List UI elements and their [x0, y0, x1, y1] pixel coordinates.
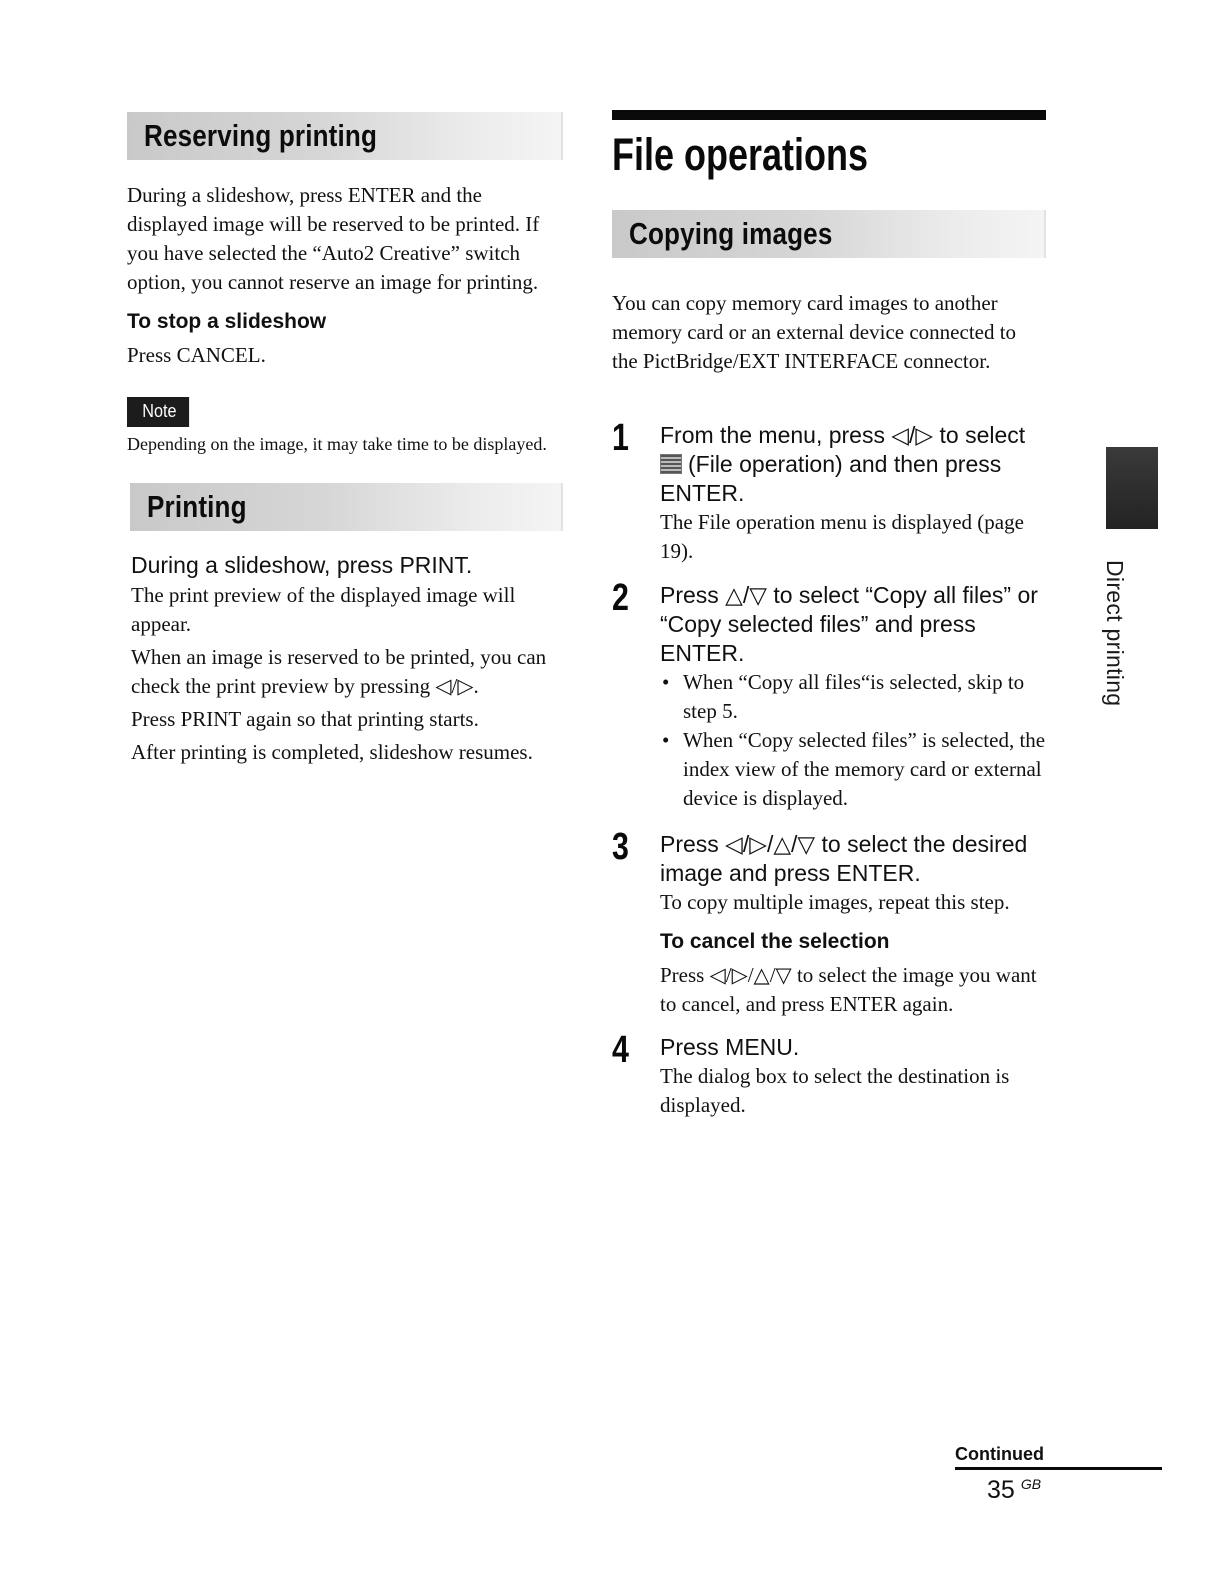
step-1 [612, 417, 1046, 566]
continued-rule [955, 1467, 1162, 1470]
step-1-title [660, 421, 1046, 508]
printing-paragraph-3: Press PRINT again so that printing starts. [131, 707, 479, 731]
reserving-printing-title: Reserving printing [144, 118, 378, 153]
step-4-title: Press MENU. [660, 1034, 800, 1060]
step-2-bullets [660, 668, 1046, 813]
step-2-number: 2 [612, 577, 629, 619]
step-1-title-part1: From the menu, press ◁/▷ to select [660, 422, 1026, 448]
copying-images-header [612, 210, 1046, 258]
note-text: Depending on the image, it may take time to be displayed. [127, 434, 547, 454]
stop-slideshow-text: Press CANCEL. [127, 343, 266, 367]
step-1-number: 1 [612, 417, 629, 459]
right-column [612, 110, 1046, 1120]
stop-slideshow-heading: To stop a slideshow [127, 310, 327, 333]
continued-label: Continued [955, 1444, 1044, 1464]
step-4-desc: The dialog box to select the destination is displayed. [660, 1064, 1010, 1117]
step-3 [612, 826, 1046, 1019]
step-2-title: Press △/▽ to select “Copy all files” or “Copy selected files” and press ENTER. [660, 582, 1038, 666]
note-badge: Note [127, 397, 189, 427]
copying-images-title: Copying images [629, 216, 833, 251]
printing-paragraph-2: When an image is reserved to be printed, you can check the print preview by pressing ◁/▷. [131, 645, 547, 698]
step-3-title: Press ◁/▷/△/▽ to select the desired image and press ENTER. [660, 831, 1028, 886]
step-3-desc: To copy multiple images, repeat this step. [660, 890, 1010, 914]
step-2-bullet-1: • When “Copy all files“is selected, skip to step 5. [660, 668, 1046, 726]
page-number [987, 1476, 1041, 1505]
printing-header [130, 483, 563, 531]
title-rule [612, 110, 1046, 120]
copying-intro: You can copy memory card images to another memory card or an external device connected to the PictBridge/EXT INTERFACE connector. [612, 291, 1017, 373]
printing-paragraph-1: The print preview of the displayed image will appear. [131, 583, 516, 636]
step-1-title-part2: (File operation) and then press ENTER. [660, 451, 1002, 506]
step-4 [612, 1029, 1046, 1120]
page-number-suffix: GB [1020, 1476, 1042, 1492]
step-1-desc: The File operation menu is displayed (page 19). [660, 510, 1024, 563]
chapter-side-label: Direct printing [1102, 560, 1128, 707]
page-number-value: 35 [987, 1476, 1015, 1504]
reserving-printing-header [127, 112, 563, 160]
step-3-number: 3 [612, 826, 629, 868]
note-block [127, 397, 563, 457]
printing-lead: During a slideshow, press PRINT. [131, 552, 473, 578]
printing-body [131, 551, 563, 767]
file-operation-icon [660, 454, 682, 474]
step-2 [612, 577, 1046, 813]
printing-title: Printing [147, 489, 247, 524]
step-4-number: 4 [612, 1029, 629, 1071]
step-2-bullet-2: • When “Copy selected files” is selected, the index view of the memory card or external device is displayed. [660, 726, 1046, 813]
left-column [127, 112, 563, 767]
printing-paragraph-4: After printing is completed, slideshow resumes. [131, 740, 533, 764]
cancel-selection-heading: To cancel the selection [660, 930, 890, 953]
file-operations-title: File operations [612, 129, 869, 180]
cancel-selection-text: Press ◁/▷/△/▽ to select the image you want to cancel, and press ENTER again. [660, 963, 1037, 1016]
chapter-tab-marker [1106, 447, 1158, 529]
reserving-paragraph: During a slideshow, press ENTER and the displayed image will be reserved to be printed. If you have selected the “Auto2 Creative” switch option, you cannot reserve an image for printing. [127, 183, 540, 294]
